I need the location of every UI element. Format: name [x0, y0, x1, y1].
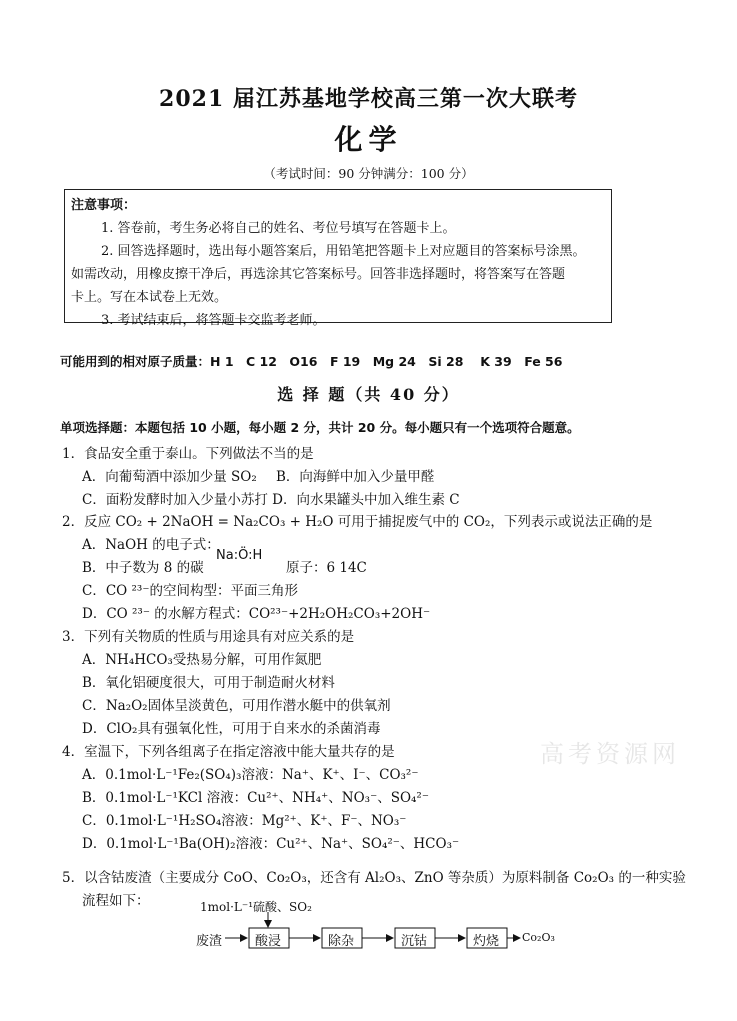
q3-option-b: B．氧化铝硬度很大，可用于制造耐火材料	[82, 675, 335, 691]
q1-option-c-d: C．面粉发酵时加入少量小苏打 D．向水果罐头中加入维生素 C	[82, 492, 460, 508]
section-title: 选 择 题（共 40 分）	[277, 385, 460, 404]
q1-option-a: A．向葡萄酒中添加少量 SO₂	[82, 469, 257, 485]
exam-info: （考试时间：90 分钟满分：100 分）	[263, 166, 474, 181]
flow-reagent: 1mol·L⁻¹硫酸、SO₂	[200, 900, 312, 914]
flow-step4-label: 灼烧	[473, 934, 500, 949]
q2-option-c: C．CO ²³⁻的空间构型：平面三角形	[82, 583, 298, 599]
flow-product: Co₂O₃	[522, 931, 555, 944]
exam-title: 2021 届江苏基地学校高三第一次大联考	[159, 86, 578, 112]
atomic-masses: 可能用到的相对原子质量：H 1 C 12 O16 F 19 Mg 24 Si 28 K 39 Fe 56	[60, 354, 563, 369]
q2-option-d: D．CO ²³⁻ 的水解方程式：CO²³⁻+2H₂OH₂CO₃+2OH⁻	[82, 606, 431, 622]
notice-item-2-end: 卡上。写在本试卷上无效。	[71, 290, 228, 305]
q3-stem: 3．下列有关物质的性质与用途具有对应关系的是	[62, 629, 355, 645]
flow-step1-label: 酸浸	[255, 934, 282, 949]
q4-option-a: A．0.1mol·L⁻¹Fe₂(SO₄)₃溶液：Na⁺、K⁺、I⁻、CO₃²⁻	[82, 767, 419, 783]
notice-item-2: 2. 回答选择题时，选出每小题答案后，用铅笔把答题卡上对应题目的答案标号涂黑。	[101, 244, 586, 259]
notice-heading: 注意事项：	[71, 198, 137, 213]
notice-item-2-cont: 如需改动，用橡皮擦干净后，再选涂其它答案标号。回答非选择题时，将答案写在答题	[71, 267, 566, 282]
notice-item-1: 1. 答卷前，考生务必将自己的姓名、考位号填写在答题卡上。	[101, 221, 456, 236]
q2-stem: 2．反应 CO₂ + 2NaOH = Na₂CO₃ + H₂O 可用于捕捉废气中的 CO₂，下列表示或说法正确的是	[62, 514, 653, 530]
naoh-electron-formula: Na:Ö:H	[216, 548, 263, 563]
q4-option-b: B．0.1mol·L⁻¹KCl 溶液：Cu²⁺、NH₄⁺、NO₃⁻、SO₄²⁻	[82, 790, 429, 806]
q3-option-c: C．Na₂O₂固体呈淡黄色，可用作潜水艇中的供氧剂	[82, 698, 391, 714]
q1-option-b: B．向海鲜中加入少量甲醛	[276, 469, 435, 485]
flow-step2-label: 除杂	[328, 934, 355, 949]
q5-stem: 5．以含钴废渣（主要成分 CoO、Co₂O₃，还含有 Al₂O₃、ZnO 等杂质）为原料制备 Co₂O₃ 的一种实验	[62, 870, 686, 886]
q4-option-c: C．0.1mol·L⁻¹H₂SO₄溶液：Mg²⁺、K⁺、F⁻、NO₃⁻	[82, 813, 407, 829]
flow-step3-label: 沉钴	[401, 934, 428, 949]
q1-stem: 1．食品安全重于泰山。下列做法不当的是	[62, 446, 314, 462]
watermark: 高考资源网	[540, 740, 680, 768]
q3-option-a: A．NH₄HCO₃受热易分解，可用作氮肥	[82, 652, 322, 668]
q2-option-b-pre: B．中子数为 8 的碳	[82, 560, 204, 576]
q5-stem-cont: 流程如下：	[82, 893, 150, 909]
flow-start: 废渣	[196, 934, 223, 949]
subject-title: 化学	[334, 123, 403, 156]
q2-option-b-post: 原子：6 14C	[286, 560, 367, 576]
section-instructions: 单项选择题：本题包括 10 小题，每小题 2 分，共计 20 分。每小题只有一个选项符合题意。	[60, 420, 580, 435]
q4-stem: 4．室温下，下列各组离子在指定溶液中能大量共存的是	[62, 744, 395, 760]
q2-option-a: A．NaOH 的电子式：	[82, 537, 220, 553]
q3-option-d: D．ClO₂具有强氧化性，可用于自来水的杀菌消毒	[82, 721, 381, 737]
q4-option-d: D．0.1mol·L⁻¹Ba(OH)₂溶液：Cu²⁺、Na⁺、SO₄²⁻、HCO₃⁻	[82, 836, 460, 852]
notice-item-3: 3. 考试结束后，将答题卡交监考老师。	[101, 313, 326, 328]
